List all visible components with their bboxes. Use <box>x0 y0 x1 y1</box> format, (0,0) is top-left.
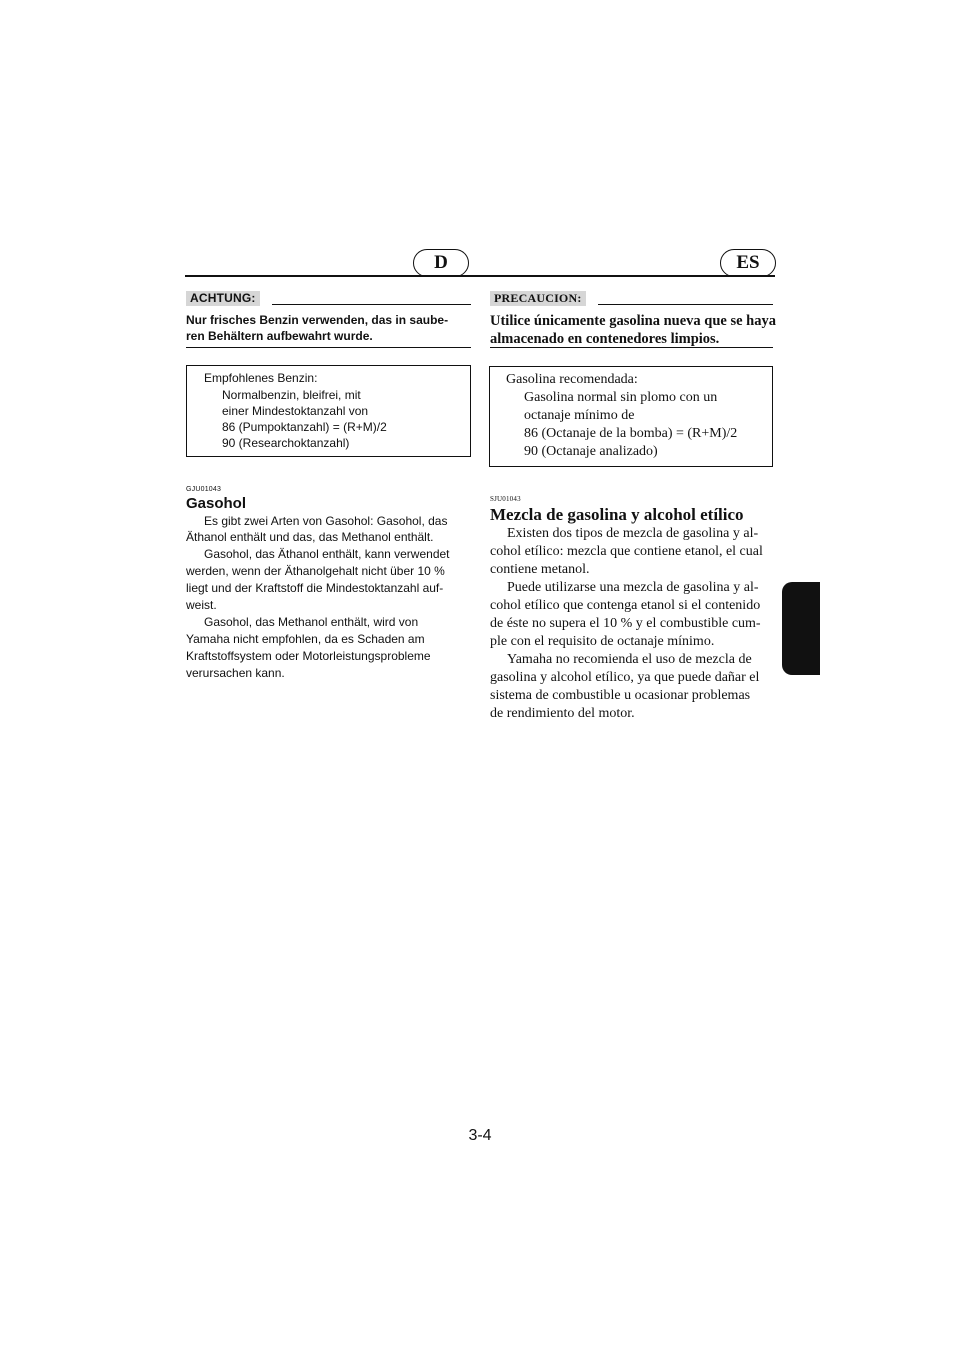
fuel-box-de-line-2: Normalbenzin, bleifrei, mit <box>222 388 361 402</box>
section-code-de: GJU01043 <box>186 486 222 493</box>
body-es-line-11: de rendimiento del motor. <box>490 706 635 721</box>
fuel-box-de-line-5: 90 (Researchoktanzahl) <box>222 436 350 450</box>
section-code-es: SJU01043 <box>490 495 521 503</box>
warning-line-de-1: Nur frisches Benzin verwenden, das in saube- <box>186 313 449 327</box>
fuel-box-de-line-3: einer Mindestoktanzahl von <box>222 404 369 418</box>
fuel-box-es-line-2: Gasolina normal sin plomo con un <box>524 390 718 405</box>
body-es-line-7: ple con el requisito de octanaje mínimo. <box>490 634 715 649</box>
warning-line-es <box>598 304 773 305</box>
fuel-recommendation-box-es <box>489 366 773 467</box>
warning-line-de-2: ren Behältern aufbewahrt wurde. <box>186 329 373 343</box>
fuel-box-es-line-4: 86 (Octanaje de la bomba) = (R+M)/2 <box>524 426 738 441</box>
warning-text-es <box>490 312 776 348</box>
warning-label-es: PRECAUCION: <box>490 291 586 306</box>
fuel-box-de-line-1: Empfohlenes Benzin: <box>204 371 318 385</box>
warning-line-es-1: Utilice únicamente gasolina nueva que se haya <box>490 313 776 329</box>
fuel-box-es-line-1: Gasolina recomendada: <box>506 372 638 387</box>
body-es-line-5: cohol etílico que contenga etanol si el contenido <box>490 598 761 613</box>
body-es-line-2: cohol etílico: mezcla que contiene etanol, el cual <box>490 544 763 559</box>
warning-line-de <box>272 304 471 305</box>
section-title-es: Mezcla de gasolina y alcohol etílico <box>490 505 744 524</box>
chapter-tab <box>782 582 820 675</box>
warning-bottom-rule-es <box>490 347 773 348</box>
body-es-line-3: contiene metanol. <box>490 562 590 577</box>
language-badge-german: D <box>413 249 469 277</box>
warning-bottom-rule-de <box>186 347 471 348</box>
language-badge-spanish: ES <box>720 249 776 277</box>
body-de-line-1: Es gibt zwei Arten von Gasohol: Gasohol, das <box>204 514 448 528</box>
fuel-box-de-line-4: 86 (Pumpoktanzahl) = (R+M)/2 <box>222 420 387 434</box>
body-de-line-9: Kraftstoffsystem oder Motorleistungsprobleme <box>186 649 431 663</box>
body-es-line-8: Yamaha no recomienda el uso de mezcla de <box>507 652 752 667</box>
body-es-line-10: sistema de combustible u ocasionar problemas <box>490 688 751 703</box>
fuel-recommendation-box-de <box>186 365 471 457</box>
warning-label-de: ACHTUNG: <box>186 291 260 306</box>
body-de-line-5: liegt und der Kraftstoff die Mindestoktanzahl auf- <box>186 581 444 595</box>
fuel-box-es-line-3: octanaje mínimo de <box>524 408 635 423</box>
body-de-line-6: weist. <box>186 598 217 612</box>
body-de-line-7: Gasohol, das Methanol enthält, wird von <box>204 615 419 629</box>
body-de-line-10: verursachen kann. <box>186 666 285 680</box>
body-de-line-8: Yamaha nicht empfohlen, da es Schaden am <box>186 632 425 646</box>
body-es-line-6: de éste no supera el 10 % y el combustible cum- <box>490 616 761 631</box>
warning-text-de <box>186 312 448 344</box>
header-rule <box>185 275 775 277</box>
body-de-line-4: werden, wenn der Äthanolgehalt nicht über 10 % <box>186 564 445 578</box>
page-number: 3-4 <box>468 1127 492 1144</box>
body-de-line-3: Gasohol, das Äthanol enthält, kann verwendet <box>204 547 450 561</box>
section-title-de: Gasohol <box>186 495 247 512</box>
fuel-box-es-line-5: 90 (Octanaje analizado) <box>524 444 658 459</box>
body-es-line-4: Puede utilizarse una mezcla de gasolina y al- <box>507 580 759 595</box>
body-es-line-1: Existen dos tipos de mezcla de gasolina y al- <box>507 526 759 541</box>
body-de-line-2: Äthanol enthält und das, das Methanol enthält. <box>186 530 434 544</box>
body-es-line-9: gasolina y alcohol etílico, ya que puede dañar el <box>490 670 760 685</box>
warning-line-es-2: almacenado en contenedores limpios. <box>490 331 720 347</box>
